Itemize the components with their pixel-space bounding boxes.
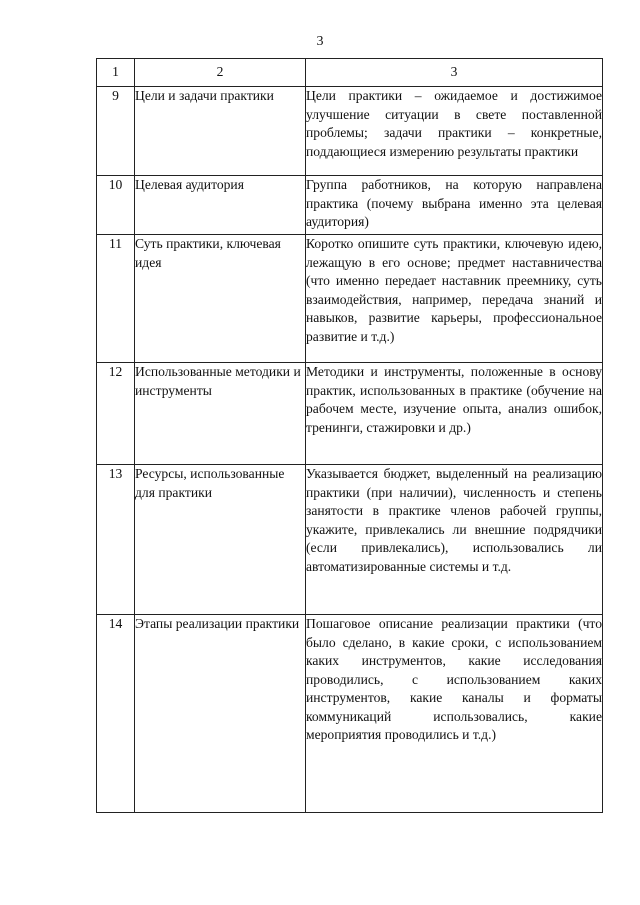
row-name: Цели и задачи практики	[135, 87, 306, 176]
table-row	[97, 176, 603, 235]
row-number: 14	[97, 615, 135, 813]
page-number: 3	[316, 34, 324, 49]
column-header-description: 3	[306, 59, 603, 87]
row-name: Ресурсы, использованные для практики	[135, 465, 306, 615]
table-row	[97, 465, 603, 615]
row-number: 10	[97, 176, 135, 235]
row-description: Цели практики – ожидаемое и достижимое улучшение ситуации в свете поставленной проблемы; задачи практики – конкретные, поддающиеся измерению результаты практики	[306, 87, 603, 176]
row-number: 11	[97, 235, 135, 363]
column-header-number: 1	[97, 59, 135, 87]
row-number: 12	[97, 363, 135, 465]
row-description: Указывается бюджет, выделенный на реализацию практики (при наличии), численность и степень занятости в практике членов рабочей группы, укажите, привлекались ли внешние подрядчики (если привлекались), использовались ли автоматизированные системы и т.д.	[306, 465, 603, 615]
row-name: Суть практики, ключевая идея	[135, 235, 306, 363]
table-row	[97, 615, 603, 813]
row-description: Методики и инструменты, положенные в основу практик, использованных в практике (обучение на рабочем месте, изучение опыта, анализ ошибок, тренинги, стажировки и др.)	[306, 363, 603, 465]
row-description: Коротко опишите суть практики, ключевую идею, лежащую в его основе; предмет наставничества (что именно передает наставник преемнику, суть взаимодействия, например, передача знаний и навыков, развитие карьеры, профессиональное развитие и т.д.)	[306, 235, 603, 363]
row-description: Группа работников, на которую направлена практика (почему выбрана именно эта целевая аудитория)	[306, 176, 603, 235]
table-row	[97, 363, 603, 465]
table-header-row	[97, 59, 603, 87]
table-row	[97, 87, 603, 176]
row-name: Этапы реализации практики	[135, 615, 306, 813]
row-number: 9	[97, 87, 135, 176]
table-row	[97, 235, 603, 363]
row-name: Использованные методики и инструменты	[135, 363, 306, 465]
row-description: Пошаговое описание реализации практики (что было сделано, в какие сроки, с использованием каких инструментов, какие исследования проводились, с использованием каких инструментов, какие каналы и форматы коммуникаций использовались, какие мероприятия проводились и т.д.)	[306, 615, 603, 813]
column-header-name: 2	[135, 59, 306, 87]
row-number: 13	[97, 465, 135, 615]
practice-description-table	[96, 58, 603, 813]
row-name: Целевая аудитория	[135, 176, 306, 235]
